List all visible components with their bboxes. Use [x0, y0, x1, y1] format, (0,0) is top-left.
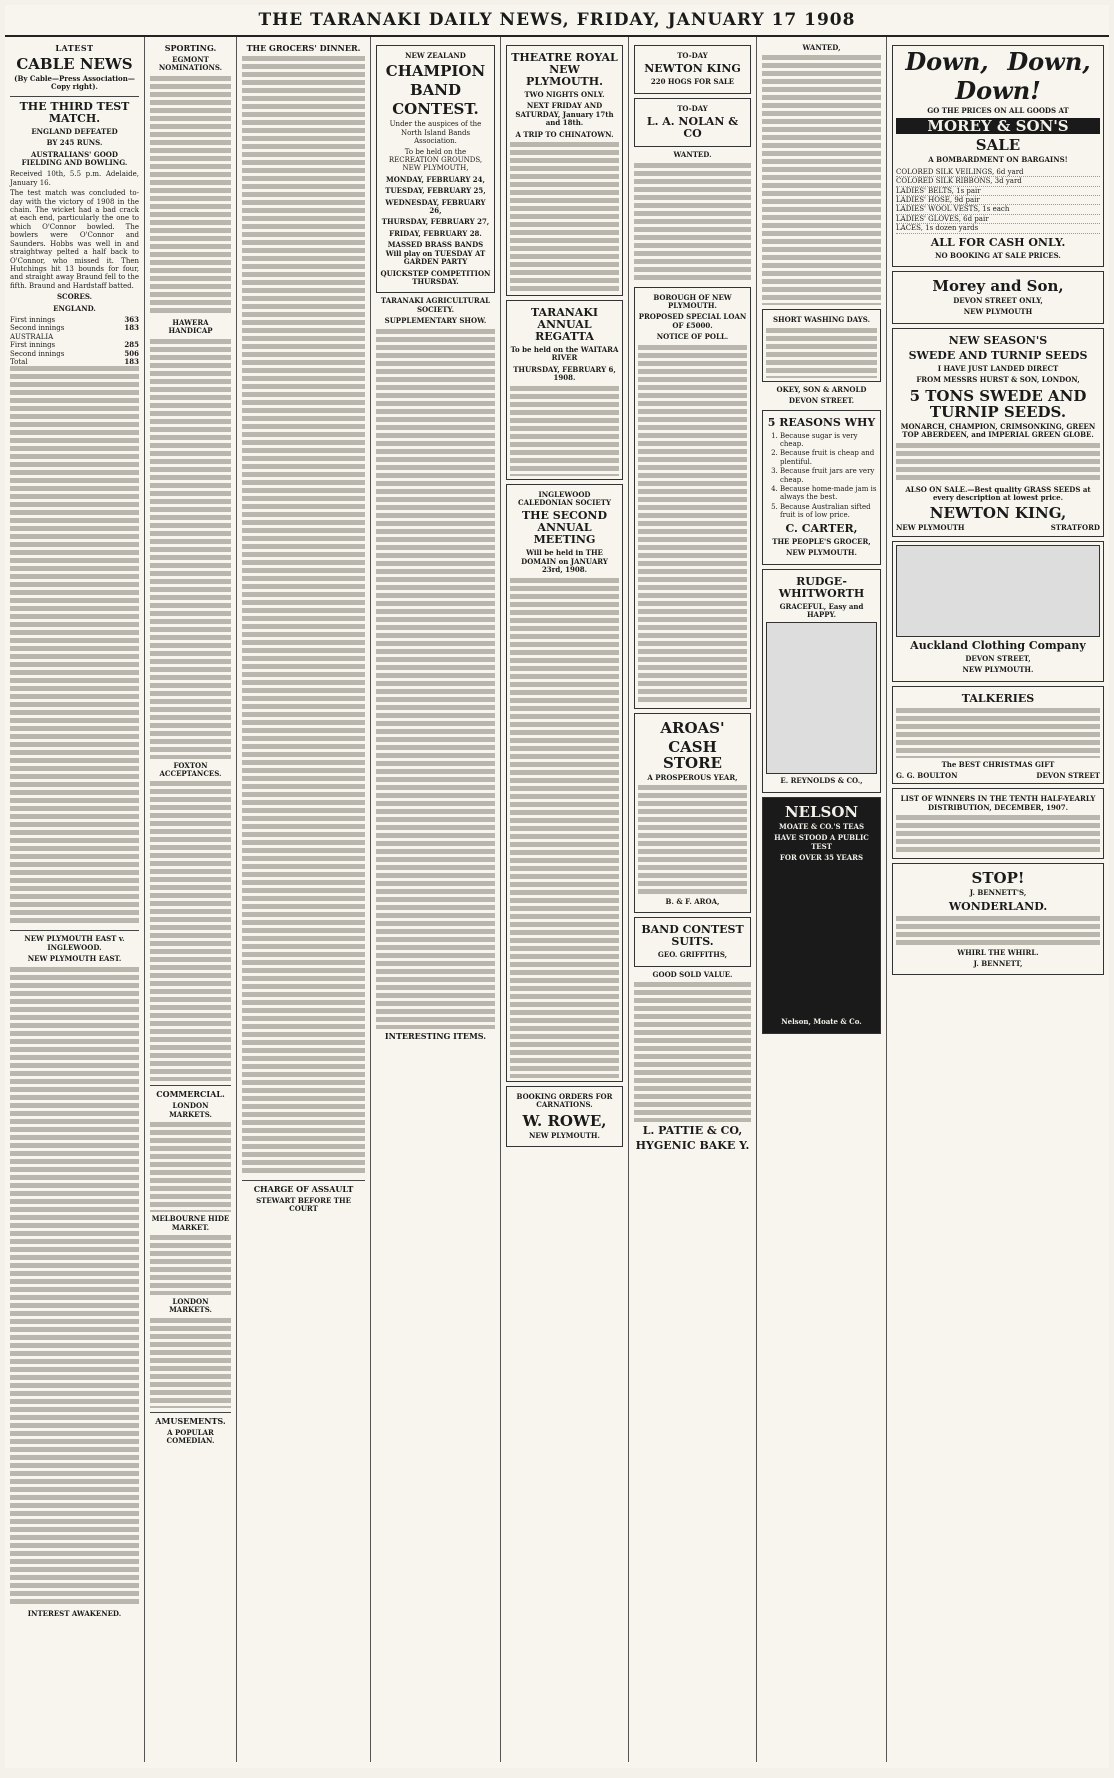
sale-item: LADIES' BELTS, 1s pair [896, 187, 1100, 196]
column-notices [629, 37, 757, 1762]
griffiths-ad [634, 917, 751, 966]
article-text-filler [150, 339, 231, 759]
ad-line: FOR OVER 35 YEARS [779, 852, 864, 862]
talkeries-ad [892, 686, 1104, 785]
ad-line: GEO. GRIFFITHS, [657, 950, 728, 960]
ad-title: CHAMPION [385, 62, 486, 81]
okey-heading: OKEY, SON & ARNOLD [776, 384, 867, 394]
ad-title: THEATRE ROYAL NEW PLYMOUTH. [511, 51, 618, 88]
section-title: AMUSEMENTS. [155, 1415, 226, 1426]
article-body: The test match was concluded to-day with the victory of 1908 in the chain. The wicket had a bad crack at each end, particularly the one to which O'Connor bowled. The bowlers were O'Connor and Saunders. Hobbs was well in and straightway pelted a half back to O'Connor, who missed it. Then Hutchings hit 13 bounds for four, and straight away Braund fell to the fifth. Braund and Hardstaff batted. [10, 189, 139, 290]
sale-item: LADIES' WOOL VESTS, 1s each [896, 205, 1100, 214]
wanted-heading: WANTED. [673, 150, 712, 160]
ad-title: SHORT WASHING DAYS. [772, 315, 871, 325]
ad-line: INGLEWOOD CALEDONIAN SOCIETY [518, 489, 611, 508]
subhead: MELBOURNE HIDE MARKET. [151, 1214, 230, 1232]
ad-text-filler [634, 982, 751, 1122]
bicycle-illustration [766, 622, 877, 774]
ad-title: THE SECOND ANNUAL MEETING [521, 509, 608, 547]
sale-item: COLORED SILK VEILINGS, 6d yard [896, 168, 1100, 177]
score-row: AUSTRALIA [10, 332, 54, 341]
subhead: AUSTRALIANS' GOOD FIELDING AND BOWLING. [21, 149, 128, 168]
ad-line: GRACEFUL, Easy and HAPPY. [779, 601, 864, 619]
ad-date: FRIDAY, FEBRUARY 28. [389, 228, 482, 238]
column-grocers-dinner [237, 37, 371, 1762]
ad-date: TUESDAY, FEBRUARY 25, [385, 186, 486, 196]
ad-line: THURSDAY, FEBRUARY 6, 1908. [513, 364, 616, 383]
ad-line: Will be held in THE DOMAIN on JANUARY 23rd, 1908. [521, 548, 608, 575]
ad-title: 5 TONS SWEDE AND TURNIP SEEDS. [909, 386, 1087, 421]
ad-title: Morey and Son, [932, 277, 1064, 296]
ad-title: NEWTON KING [644, 62, 741, 76]
masthead: THE TARANAKI DAILY NEWS, FRIDAY, JANUARY 17 1908 [5, 5, 1109, 37]
newton-king-ad [634, 45, 751, 94]
good-value-heading: GOOD SOLD VALUE. [652, 969, 733, 979]
dateline: Received 10th, 5.5 p.m. Adelaide, January 16. [10, 170, 139, 187]
auckland-ad [892, 541, 1104, 682]
ad-line: MONARCH, CHAMPION, CRIMSONKING, GREEN TOP ABERDEEN, and IMPERIAL GREEN GLOBE. [900, 421, 1096, 440]
show-title: SUPPLEMENTARY SHOW. [384, 316, 487, 326]
ad-title: CONTEST. [392, 100, 479, 119]
reason-item: 3. Because fruit jars are very cheap. [780, 467, 877, 484]
credit-line: (By Cable—Press Association—Copy right). [14, 74, 135, 92]
ad-line: Nelson, Moate & Co. [781, 1017, 862, 1027]
divider [150, 1412, 231, 1413]
sale-items [896, 168, 1100, 234]
ad-line: The BEST CHRISTMAS GIFT [941, 759, 1055, 769]
ad-line: NEW PLYMOUTH [896, 523, 965, 533]
morey-title: MOREY & SON'S [896, 118, 1100, 134]
ad-line: STRATFORD [1050, 523, 1100, 533]
band-contest-ad [376, 45, 495, 293]
column-cable-news [5, 37, 145, 1762]
ad-title: RUDGE-WHITWORTH [778, 574, 865, 600]
divider [10, 930, 139, 931]
ad-title: CASH STORE [663, 737, 722, 772]
ad-line: NEW ZEALAND [405, 51, 466, 60]
section-title: THE GROCERS' DINNER. [246, 43, 361, 53]
ad-massed: MASSED BRASS BANDS Will play on TUESDAY AT GARDEN PARTY [385, 240, 486, 267]
ad-line: MOATE & CO.'S TEAS [779, 821, 864, 831]
medal-illustrations [766, 865, 877, 1015]
ad-title: BAND CONTEST SUITS. [641, 923, 744, 949]
ad-line: ALL FOR CASH ONLY. [930, 235, 1066, 249]
ad-title: BAND [409, 81, 462, 100]
ad-text-filler [638, 345, 747, 705]
theatre-ad [506, 45, 623, 296]
ad-quickstep: QUICKSTEP COMPETITION THURSDAY. [380, 268, 491, 286]
article-text-filler [150, 781, 231, 1081]
ad-line: TO-DAY [677, 51, 708, 60]
ad-line: LIST OF WINNERS IN THE TENTH HALF-YEARLY DISTRIBUTION, DECEMBER, 1907. [900, 794, 1096, 812]
ad-title: WONDERLAND. [948, 899, 1048, 913]
ad-text-filler [510, 386, 619, 476]
ad-line: NO BOOKING AT SALE PRICES. [935, 250, 1061, 260]
match-sub: NEW PLYMOUTH EAST. [27, 954, 122, 964]
ad-title: Down, [905, 47, 989, 76]
scores-sub: ENGLAND. [53, 303, 96, 313]
divider [10, 96, 139, 97]
ad-line: I HAVE JUST LANDED DIRECT [937, 363, 1059, 373]
article-text-filler [242, 56, 365, 1176]
ad-line: GO THE PRICES ON ALL GOODS AT [927, 106, 1069, 115]
ad-grounds: To be held on the RECREATION GROUNDS, NEW PLYMOUTH, [388, 147, 483, 173]
ad-title: NEW SEASON'S [948, 333, 1048, 347]
subhead: STEWART BEFORE THE COURT [256, 1196, 351, 1214]
reasons-list [780, 432, 877, 520]
ad-line: FROM MESSRS HURST & SON, LONDON, [916, 375, 1080, 385]
ad-line: NEW PLYMOUTH. [529, 1130, 600, 1140]
section-title: SPORTING. [164, 43, 217, 53]
ad-text-filler [896, 916, 1100, 946]
subhead: LONDON MARKETS. [169, 1297, 212, 1315]
ad-line: A BOMBARDMENT ON BARGAINS! [928, 155, 1068, 165]
columns [5, 37, 1109, 1762]
subhead: FOXTON ACCEPTANCES. [159, 760, 222, 779]
ad-line: G. G. BOULTON [896, 770, 958, 780]
reason-item: 1. Because sugar is very cheap. [780, 432, 877, 449]
divider [242, 1180, 365, 1181]
ad-text-filler [510, 578, 619, 1078]
washing-ad [762, 309, 881, 381]
subhead: BY 245 RUNS. [46, 138, 103, 148]
subhead: HAWERA HANDICAP [168, 317, 213, 336]
ad-line: J. BENNETT'S, [969, 888, 1027, 898]
score-row: Second innings 183 [10, 323, 139, 333]
ad-line: NEW PLYMOUTH [963, 307, 1033, 317]
ad-line: PROPOSED SPECIAL LOAN OF £5000. [638, 312, 747, 330]
ad-title: TARANAKI ANNUAL REGATTA [530, 306, 599, 344]
reason-item: 5. Because Australian sifted fruit is of low price. [780, 503, 877, 520]
carter-address: NEW PLYMOUTH. [786, 548, 857, 558]
score-row: Second innings 506 [10, 348, 139, 358]
winners-list [892, 788, 1104, 859]
section-title: INTERESTING ITEMS. [384, 1030, 487, 1041]
match-title: NEW PLYMOUTH EAST v. INGLEWOOD. [24, 934, 125, 952]
ad-line: TO-DAY [677, 103, 708, 113]
ad-title: SWEDE AND TURNIP SEEDS [908, 348, 1088, 362]
down-banner [896, 49, 1100, 75]
wanted-heading: WANTED, [802, 43, 841, 52]
subhead: LONDON MARKETS. [169, 1101, 212, 1119]
column-morey-sale [887, 37, 1109, 1762]
nelson-ad [762, 797, 881, 1034]
ad-line: WHIRL THE WHIRL. [957, 947, 1039, 957]
ad-line: E. REYNOLDS & CO., [780, 776, 863, 786]
ad-line: A TRIP TO CHINATOWN. [515, 129, 614, 139]
subhead: EGMONT NOMINATIONS. [158, 55, 223, 73]
column-reasons [757, 37, 887, 1762]
score-total: Total 183 [10, 356, 139, 366]
section-title: COMMERCIAL. [156, 1089, 225, 1100]
subhead: ENGLAND DEFEATED [31, 126, 118, 136]
ad-text-filler [762, 55, 881, 305]
sale-item: LADIES' GLOVES, 6d pair [896, 215, 1100, 224]
ad-line: A PROSPEROUS YEAR, [647, 772, 738, 782]
ad-title: Auckland Clothing Company [910, 638, 1086, 652]
subhead: A POPULAR COMEDIAN. [166, 1427, 215, 1446]
sale-title: SALE [975, 136, 1021, 155]
ad-text-filler [634, 163, 751, 283]
sale-item: COLORED SILK RIBBONS, 3d yard [896, 177, 1100, 186]
ad-line: TWO NIGHTS ONLY. [524, 90, 605, 99]
article-text-filler [10, 366, 139, 926]
article-text-filler [150, 1235, 231, 1295]
ad-line: BOROUGH OF NEW PLYMOUTH. [653, 292, 732, 311]
rowe-ad [506, 1086, 623, 1147]
ad-date: THURSDAY, FEBRUARY 27, [381, 217, 490, 227]
ad-title: NEWTON KING, [929, 504, 1067, 523]
pattie-heading: L. PATTIE & CO, [642, 1124, 743, 1138]
headline: THE THIRD TEST MATCH. [19, 99, 130, 125]
ad-line: NOTICE OF POLL. [656, 332, 729, 342]
article-text-filler [10, 967, 139, 1607]
okey-address: DEVON STREET. [788, 396, 855, 406]
ad-line: BOOKING ORDERS FOR CARNATIONS. [516, 1091, 613, 1110]
article-text-filler [150, 1318, 231, 1408]
kicker: LATEST [55, 43, 94, 53]
borough-notice [634, 287, 751, 709]
section-title: CABLE NEWS [16, 55, 133, 73]
nolan-ad [634, 98, 751, 147]
article-text-filler [150, 76, 231, 316]
ad-line: NEXT FRIDAY AND SATURDAY, January 17th and 18th. [515, 101, 614, 128]
ad-line: ALSO ON SALE.—Best quality GRASS SEEDS at every description at lowest price. [905, 484, 1091, 502]
nk-locations [896, 524, 1100, 532]
ad-title: L. A. NOLAN & CO [646, 115, 739, 141]
ad-title: NELSON [784, 802, 859, 821]
column-sporting [145, 37, 237, 1762]
article-text-filler [376, 329, 495, 1029]
column-band-contest [371, 37, 501, 1762]
bennetts-ad [892, 863, 1104, 975]
aroas-ad [634, 713, 751, 914]
carter-sub: THE PEOPLE'S GROCER, [772, 536, 871, 546]
ad-venue: Under the auspices of the North Island Bands Association. [389, 120, 482, 146]
ad-line: 220 HOGS FOR SALE [650, 77, 735, 87]
sale-item: LADIES' HOSE, 9d pair [896, 196, 1100, 205]
ad-text-filler [896, 708, 1100, 758]
caledonian-ad [506, 484, 623, 1082]
boulton-line [896, 772, 1100, 780]
regatta-ad [506, 300, 623, 480]
divider [150, 1085, 231, 1086]
ad-title: TALKERIES [961, 691, 1035, 705]
score-row: First innings 285 [10, 340, 139, 350]
ad-text-filler [766, 328, 877, 378]
reason-item: 2. Because fruit is cheap and plentiful. [780, 449, 877, 466]
score-row: First innings 363 [10, 314, 139, 324]
sale-item: LACES, 1s dozen yards [896, 224, 1100, 233]
morey-son-ad [892, 271, 1104, 324]
interest-heading: INTEREST AWAKENED. [27, 1608, 122, 1618]
ad-title: Down! [955, 76, 1041, 105]
morey-sale-ad [892, 45, 1104, 267]
ad-title: STOP! [971, 869, 1025, 888]
ad-date: WEDNESDAY, FEBRUARY 26, [385, 197, 486, 216]
carter-name: C. CARTER, [785, 521, 858, 535]
ad-title: AROAS' [660, 718, 725, 737]
society-title: TARANAKI AGRICULTURAL SOCIETY. [380, 296, 491, 314]
section-title: CHARGE OF ASSAULT [253, 1184, 354, 1194]
ad-line: B. & F. AROA, [665, 897, 720, 907]
reasons-ad [762, 410, 881, 565]
reason-item: 4. Because home-made jam is always the best. [780, 485, 877, 502]
ad-line: HAVE STOOD A PUBLIC TEST [774, 833, 869, 851]
bakery-heading: HYGENIC BAKE Y. [635, 1139, 750, 1153]
figure-illustration [896, 545, 1100, 637]
ad-text-filler [510, 142, 619, 292]
ad-line: To be held on the WAITARA RIVER [510, 345, 619, 363]
article-text-filler [150, 1122, 231, 1212]
ad-title: W. ROWE, [522, 1111, 607, 1130]
ad-title: 5 REASONS WHY [767, 415, 876, 429]
ad-line: J. BENNETT, [973, 958, 1023, 968]
ad-line: DEVON STREET, [965, 653, 1031, 663]
rudge-ad [762, 569, 881, 793]
scores-title: SCORES. [56, 292, 93, 302]
seeds-ad [892, 328, 1104, 537]
scores-table [10, 316, 139, 366]
ad-line: DEVON STREET [1036, 770, 1100, 780]
ad-date: MONDAY, FEBRUARY 24, [386, 174, 485, 184]
ad-text-filler [638, 785, 747, 895]
newspaper-page [5, 5, 1109, 1768]
ad-line: DEVON STREET ONLY, [953, 296, 1043, 306]
ad-line: NEW PLYMOUTH. [962, 665, 1034, 675]
column-theatre [501, 37, 629, 1762]
ad-text-filler [896, 443, 1100, 483]
ad-text-filler [896, 815, 1100, 855]
ad-title: Down, [1007, 47, 1091, 76]
